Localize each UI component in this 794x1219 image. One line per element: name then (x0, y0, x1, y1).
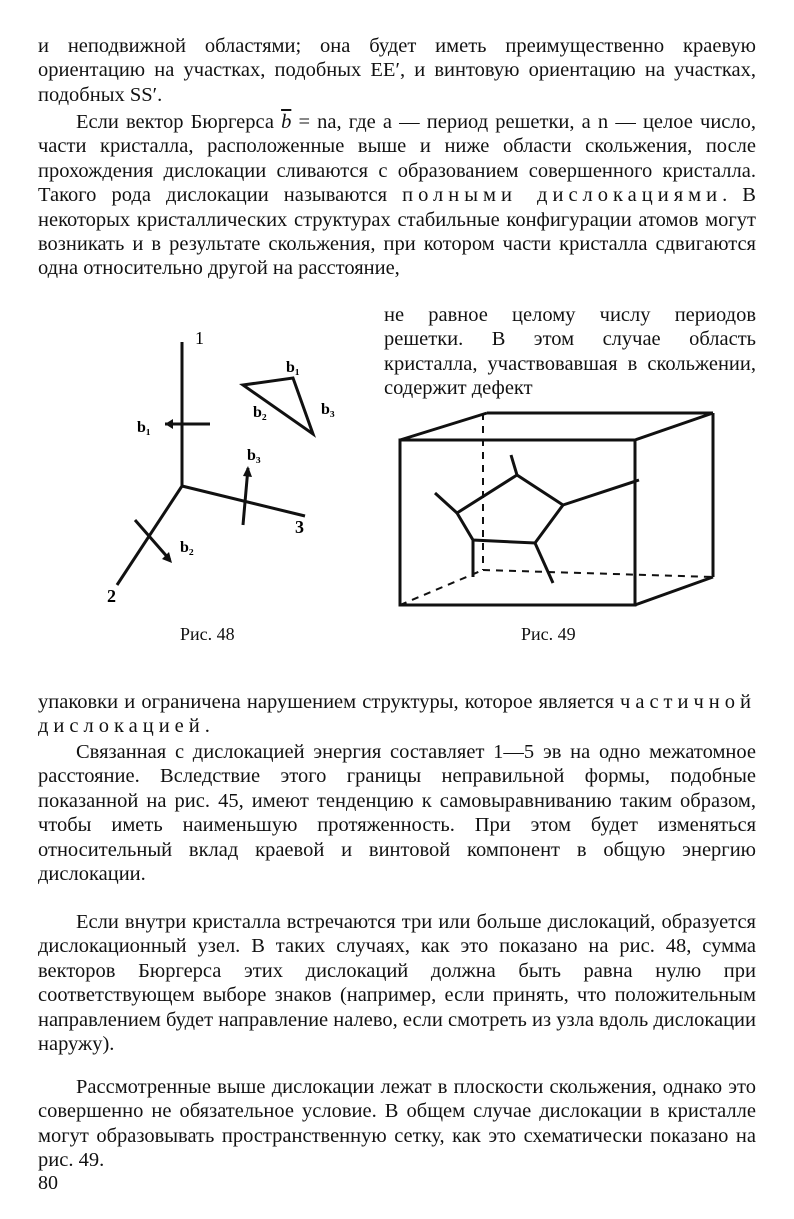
paragraph-5: Рассмотренные выше дислокации лежат в плоскости скольжения, однако это совершенно не обязательное условие. В общем случае дислокации в кристалле могут образовывать пространственную сетку, как это схематически показано на рис. 49. (38, 1076, 756, 1172)
label-b2-axis: b₂ (180, 539, 194, 556)
page-number: 80 (38, 1172, 58, 1194)
label-b1-axis: b₁ (137, 419, 151, 436)
label-b2-triangle: b₂ (253, 404, 267, 421)
label-1: 1 (195, 328, 204, 348)
p1-part-a: Если вектор Бюргерса (76, 111, 282, 133)
label-3: 3 (295, 517, 304, 537)
burgers-vector-symbol: $\overline{b}$ (281, 111, 292, 133)
cube-front-face (400, 440, 635, 605)
figure-48 (95, 320, 345, 610)
label-b3-axis: b₃ (247, 447, 261, 464)
p1-part-c: . В некоторых кристаллических структурах стабильные конфигурации атомов могут возникать и в результате скольжения, при котором части кристалла сдвигаются одна относительно другой на расстояние, (38, 184, 756, 280)
figure-48-caption: Рис. 48 (180, 624, 235, 644)
paragraph-2 (38, 690, 756, 739)
p2-part-a: упаковки и ограничена нарушением структуры, которое является (38, 691, 621, 713)
p2-part-b: . (204, 715, 210, 738)
paragraph-4: Если внутри кристалла встречаются три или больше дислокаций, образуется дислокационный узел. В таких случаях, как это показано на рис. 48, сумма векторов Бюргерса этих дислокаций должна быть равна нулю при соответствующем выборе знаков (например, если принять, что положительным направлением будет направление налево, если смотреть из узла вдоль дислокации наружу). (38, 911, 756, 1056)
paragraph-3: Связанная с дислокацией энергия составляет 1—5 эв на одно межатомное расстояние. Вследствие этого границы неправильной формы, подобные показанной на рис. 45, имеют тенденцию к самовыравниванию таким образом, чтобы иметь наименьшую протяженность. При этом будет изменяться относительный вклад краевой и винтовой компонент в общую энергию дислокации. (38, 741, 756, 886)
label-2: 2 (107, 586, 116, 606)
label-b3-triangle: b₃ (321, 401, 335, 418)
b2-arrow (135, 520, 170, 560)
paragraph-1-side-text: не равное целому числу периодов решетки. В этом случае область кристалла, участвовавшая в скольжении, содержит дефект (384, 304, 756, 400)
dislocation-network (435, 455, 639, 583)
paragraph-0: и неподвижной областями; она будет иметь преимущественно краевую ориентацию на участках, подобных EE′, и винтовую ориентацию на участках, подобных SS′. (38, 35, 756, 106)
cube-hidden-edges (400, 413, 713, 605)
figure-49 (395, 395, 715, 615)
term-partial-dislocation: частичной дислокацией (38, 691, 756, 738)
p1-part-b: = na, где a — период решетки, а n — целое число, части кристалла, расположенные выше и ниже области скольжения, после прохождения дислокации сливаются с образованием совершенного кристалла. Такого рода дислокации называются (38, 111, 756, 207)
figure-49-caption: Рис. 49 (521, 624, 576, 644)
label-b1-triangle: b₁ (286, 359, 300, 376)
paragraph-1 (38, 110, 756, 281)
b3-arrow (243, 468, 248, 525)
term-full-dislocations: полными дислокациями (402, 184, 723, 207)
